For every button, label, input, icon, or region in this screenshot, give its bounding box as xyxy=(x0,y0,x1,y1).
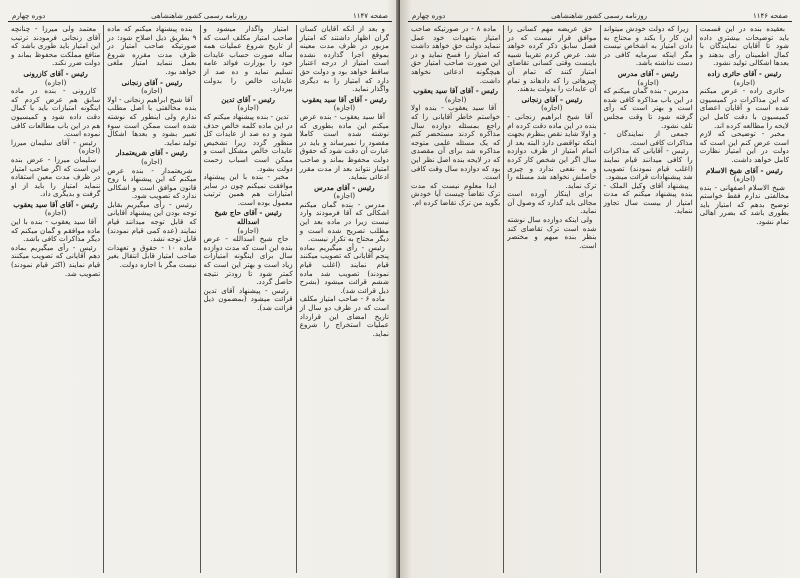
text-column xyxy=(103,25,199,573)
paragraph: زیرا که دولت خودش میتواند این کار را بکند و محتاج به دادن امتیاز به اشخاص نیست مگر اینکه سرمایه کافی در دست نداشته باشد. xyxy=(603,25,693,68)
paragraph: مدرس - بنده گمان میکنم که در این باب مذاکره کافی شده است و بهتر است که رأی گرفته شود تا وقت مجلس تلف نشود. xyxy=(603,86,693,130)
paragraph: رئیس - رأی میگیریم بماده پنجم آقایانی که تصویب میکنند قیام نمایند (اغلب قیام نمودند) تصویب شد ماده ششم قرائت میشود (بشرح ذیل قرائت شد). xyxy=(299,242,389,295)
volume-label: دوره چهارم xyxy=(12,12,46,20)
speaker-note: (اجازه) xyxy=(733,77,756,87)
paragraph: امتیاز واگذار میشود و صاحب امتیاز مکلف است که از تاریخ شروع عملیات همه ساله صورت حساب عایدات خود را بوزارت فوائد عامه تسلیم نماید و ده صد از عایدات خالص را بدولت بپردازد. xyxy=(203,25,293,94)
speaker-heading: رئیس - آقای آقا سید یعقوب xyxy=(302,94,387,104)
paragraph: آقا سید یعقوب - بنده عرض میکنم این ماده بطوری که نوشته شده است کاملا مقصود را نمیرساند و باید در عبارت آن دقت شود که حقوق دولت محفوظ بماند و صاحب امتیاز نتواند بعد از مدت مقرر ادعائی بنماید. xyxy=(299,111,389,182)
speaker-note: (اجازه) xyxy=(333,103,356,113)
paragraph: جمعی از نمایندگان - مذاکرات کافی است. xyxy=(603,129,693,147)
text-column xyxy=(8,25,103,573)
text-column xyxy=(200,25,296,573)
paragraph: رئیس - رأی میگیریم بقابل توجه بودن این پیشنهاد آقایانی که قابل توجه میدانند قیام نمایند (عده کمی قیام نمودند) قابل توجه نشد. xyxy=(107,199,197,244)
paragraph: آقا سید یعقوب - بنده اولا خواستم خاطر آقایانی را که راجع بمسئله دوازده سال مذاکره کردند مستحضر کنم که یک مسئله علمی متوجه مذاکره شد برای آن مقصدی که در لایحه بنده اصل نظر این بود که دوازده سال وقت کافی است. xyxy=(411,103,501,182)
page-header xyxy=(408,6,792,22)
speaker-note: (اجازه) xyxy=(637,77,659,87)
speaker-note: (اجازه) xyxy=(237,225,259,235)
text-column xyxy=(600,25,696,573)
paragraph: برای اینکار آورده است مجالی باید گذارد که وصول آن نماید. xyxy=(507,189,597,216)
paragraph: آقا شیخ ابراهیم زنجانی - بنده در این ماده دقت کرده ام و اولا شاید نقص بنظرم بجهت اینکه تواقضی دارد البته بعد از اتمام امتیاز از ظرف دوازده سال اگر این شخص کار کرده و به نفعی ندارد و چیزی حاصلش نخواهد شد مسئله را ترک نماید. xyxy=(507,111,597,190)
paragraph: بنده پیشنهاد میکنم که ماده ۹ بطریق ذیل اصلاح شود: در صورتیکه صاحب امتیاز در ظرف مدت مقرره شروع بعمل ننماید امتیاز ملغی خواهد بود. xyxy=(107,25,197,76)
speaker-note: (اجازه) xyxy=(541,103,563,113)
paragraph: معتمد ولی میرزا - چنانچه آقای زنجانی فرمودند ترتیب این امتیاز باید طوری باشد که منافع مملکت محفوظ بماند و دولت ضرر نکند. xyxy=(11,25,101,68)
speaker-heading: رئیس - آقای مدرس xyxy=(314,182,375,192)
speaker-heading: رئیس - آقای حائری زاده xyxy=(707,68,782,78)
paragraph: حاج شیخ اسدالله - عرض بنده این است که مدت دوازده سال برای اینگونه امتیازات زیاد است و بهتر این است که کمتر شود تا زودتر نتیجه حاصل گردد. xyxy=(203,234,293,287)
paragraph: مخبر - بنده با این پیشنهاد موافقت نمیکنم چون در سایر امتیازات هم همین ترتیب معمول بوده است. xyxy=(203,172,293,207)
paragraph: رئیس - رأی میگیریم بماده دهم آقایانی که تصویب میکنند قیام نمایند (اکثر قیام نمودند) تصویب شد. xyxy=(11,242,101,278)
paragraph: و بعد از آنکه آقایان کسان گران اظهار داشتند که امتیاز مزبور در ظرف مدت معینه بموقع اجرا گذارده نشده است امتیاز از درجه اعتبار ساقط خواهد بود و دولت حق دارد که امتیاز را به دیگری واگذار نماید. xyxy=(299,25,389,94)
paragraph: مخبر - توضیحی که لازم است عرض کنم این است که دولت در این امتیاز نظارت کامل خواهد داشت. xyxy=(699,129,789,164)
speaker-note: (اجازه) xyxy=(333,191,356,201)
text-columns xyxy=(8,25,392,573)
newspaper-title: روزنامه رسمی کشور شاهنشاهی xyxy=(551,12,647,20)
paragraph: ماده ۸ - در صورتیکه صاحب امتیاز بتعهدات خود عمل ننماید دولت حق خواهد داشت که امتیاز را فسخ نماید و در این صورت صاحب امتیاز حق هیچگونه ادعائی نخواهد داشت. xyxy=(411,25,501,85)
page-number: صفحه ۱۱۴۷ xyxy=(352,12,388,20)
speaker-note: (اجازه) xyxy=(141,86,163,96)
paragraph: کازرونی - بنده در ماده سابق هم عرض کردم که اینگونه امتیازات باید با کمال دقت داده شود و کمیسیون هم در این باب مطالعات کافی نموده است. xyxy=(11,86,101,139)
paragraph: ولی اینکه دوازده سال نوشته شده است ترک تقاضای کند بنظر بنده مبهم و مختصر است. xyxy=(507,215,597,250)
newspaper-title: روزنامه رسمی کشور شاهنشاهی xyxy=(151,12,247,20)
paragraph: ماده ۶ - صاحب امتیاز مکلف است که در ظرف دو سال از تاریخ امضای این قرارداد عملیات استخراج را شروع نماید. xyxy=(299,294,389,338)
speaker-note: (اجازه) xyxy=(44,208,67,218)
speaker-note: (اجازه) xyxy=(141,156,163,166)
text-column xyxy=(408,25,503,573)
speaker-note: (اجازه) xyxy=(237,103,259,113)
paragraph: رئیس - آقایانی که مذاکرات را کافی میدانند قیام نمایند (اغلب قیام نمودند) تصویب شد پیشنهادات قرائت میشود. xyxy=(603,146,693,182)
volume-label: دوره چهارم xyxy=(412,12,446,20)
text-column xyxy=(296,25,392,573)
speaker-heading: رئیس - آقای آقا سید یعقوب xyxy=(13,199,98,209)
speaker-heading: رئیس - آقای تدین xyxy=(221,94,276,104)
text-columns xyxy=(408,25,792,573)
paragraph: حائری زاده - عرض میکنم که این مذاکرات در کمیسیون شده است و آقایان اعضای کمیسیون با دقت کامل این لایحه را مطالعه کرده اند. xyxy=(699,86,789,130)
paragraph: شیخ الاسلام اصفهانی - بنده مخالفتی ندارم فقط خواستم توضیح بدهم که امتیاز باید بطوری باشد که بضرر اهالی تمام نشود. xyxy=(699,182,789,227)
paragraph: آقا شیخ ابراهیم زنجانی - اولا بنده مخالفتی با اصل مطلب ندارم ولی اینطور که نوشته شده است ممکن است سوء تعبیر بشود و بعدها اشکال تولید نماید. xyxy=(107,94,197,147)
paragraph: رئیس - پیشنهاد آقای تدین قرائت میشود (بمضمون ذیل قرائت شد). xyxy=(203,285,293,312)
speaker-heading: رئیس - آقای شیخ الاسلام xyxy=(706,165,783,175)
text-column xyxy=(696,25,792,573)
speaker-heading: رئیس - آقای زنجانی xyxy=(521,94,583,104)
speaker-heading: رئیس - آقای کازرونی xyxy=(23,68,88,78)
text-column xyxy=(503,25,599,573)
paragraph: سلیمان میرزا - عرض بنده این است که اگر صاحب امتیاز در ظرف مدت معین استفاده ننماید امتیاز را باید از او گرفت و بدیگری داد. xyxy=(11,154,101,199)
page-header xyxy=(8,6,392,22)
speaker-heading: رئیس - آقای آقا سید یعقوب xyxy=(413,86,498,96)
paragraph: آقا سید یعقوب - بنده با این ماده موافقم و گمان میکنم که دیگر مذاکرات کافی باشد. xyxy=(11,217,101,244)
speaker-note: (اجازه) xyxy=(733,174,756,184)
speaker-heading: رئیس - آقای حاج شیخ اسدالله xyxy=(214,208,282,227)
speaker-note: (اجازه) xyxy=(444,94,467,104)
page-number: صفحه ۱۱۴۶ xyxy=(752,12,788,20)
paragraph: بعقیده بنده در این قسمت باید توضیحات بیشتری داده شود تا آقایان نمایندگان با کمال اطمینان رأی بدهند و بعدها اشکالی تولید نشود. xyxy=(699,25,789,68)
paragraph: مدرس - بنده گمان میکنم اشکالی که آقا فرمودند وارد نیست زیرا در ماده بعد این مطلب تصریح شده است و دیگر محتاج به تکرار نیست. xyxy=(299,199,389,244)
page-right xyxy=(400,0,800,578)
paragraph: تدین - بنده پیشنهاد میکنم که در این ماده کلمه خالص حذف شود و ده صد از عایدات کل منظور گردد زیرا تشخیص عایدات خالص مشکل است و ممکن است اسباب زحمت دولت بشود. xyxy=(203,111,293,173)
speaker-note: (اجازه) xyxy=(44,77,67,87)
paragraph: ماده ۱۰ - حقوق و تعهدات صاحب امتیاز قابل انتقال بغیر نیست مگر با اجازه دولت. xyxy=(107,242,197,270)
paragraph: شریعتمدار - بنده عرض میکنم که این پیشنهاد با روح قانون موافق است و اشکالی ندارد که تصویب شود. xyxy=(107,165,197,201)
paragraph: ابدا معلوم نیست که مدت ترک تقاضا چیست آیا خودش بگوید من ترک تقاضا کرده ام. xyxy=(411,180,501,207)
speaker-heading: رئیس - آقای مدرس xyxy=(617,68,679,78)
paragraph: حق عریضه مهم کسانی را موافق قرار نیست که در فصل سابق ذکر کرده خواهد شد. عرض کردم تقریبا شبیه باینست وقتی کسانی تقاضای امتیاز کنند که تمام آن چیزهائی را که دادهاند و تمام آن عایدات را بدولت بدهند. xyxy=(507,25,597,94)
paragraph: پیشنهاد آقای وکیل الملک - بنده پیشنهاد میکنم که مدت امتیاز از بیست سال تجاوز ننماید. xyxy=(603,180,693,216)
paragraph: رئیس - آقای سلیمان میرزا (اجازه) xyxy=(11,137,101,156)
speaker-heading: رئیس - آقای زنجانی xyxy=(121,77,183,87)
speaker-heading: رئیس - آقای شریعتمدار xyxy=(116,148,188,158)
